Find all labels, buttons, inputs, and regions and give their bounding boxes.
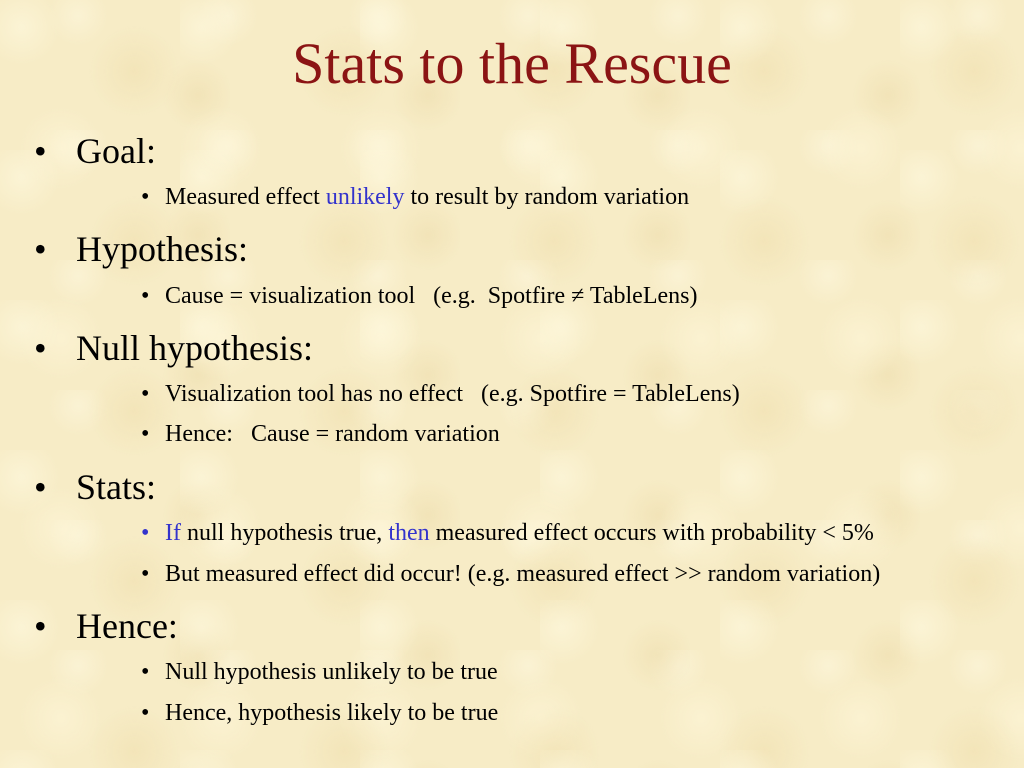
sub-bullet-stats-1 (141, 520, 874, 547)
stats-item-text: But measured effect did occur! (e.g. measured effect >> random variation) (165, 561, 881, 587)
bullet-goal (34, 130, 156, 172)
bullet-dot: • (34, 131, 47, 171)
null-hypothesis-heading: Null hypothesis: (76, 328, 314, 368)
bullet-dot: • (34, 328, 47, 368)
sub-bullet-hence-2 (141, 700, 498, 727)
bullet-dot: • (141, 659, 150, 685)
hence-heading: Hence: (76, 606, 178, 646)
bullet-dot: • (141, 700, 150, 726)
sub-bullet-null-hypothesis-2 (141, 421, 500, 448)
stats-item-post: measured effect occurs with probability < 5% (429, 520, 874, 546)
null-hypothesis-item-text: Hence: Cause = random variation (165, 421, 500, 447)
bullet-dot: • (141, 184, 150, 210)
sub-bullet-stats-2 (141, 561, 880, 588)
bullet-dot: • (34, 229, 47, 269)
sub-bullet-goal-1 (141, 184, 689, 211)
bullet-null-hypothesis (34, 327, 313, 369)
hypothesis-heading: Hypothesis: (76, 229, 249, 269)
bullet-stats (34, 466, 156, 508)
bullet-hypothesis (34, 228, 248, 270)
bullet-dot: • (34, 467, 47, 507)
goal-item-highlight: unlikely (325, 184, 405, 210)
sub-bullet-hypothesis-1 (141, 283, 697, 310)
hypothesis-item-text: Cause = visualization tool (e.g. Spotfire ≠ TableLens) (165, 283, 698, 309)
hence-item-text: Null hypothesis unlikely to be true (165, 659, 498, 685)
null-hypothesis-item-text: Visualization tool has no effect (e.g. Spotfire = TableLens) (165, 381, 740, 407)
bullet-dot: • (141, 561, 150, 587)
bullet-dot: • (141, 421, 150, 447)
stats-item-then: then (388, 520, 430, 546)
goal-item-post: to result by random variation (404, 184, 690, 210)
bullet-hence (34, 605, 178, 647)
stats-item-mid: null hypothesis true, (180, 520, 389, 546)
bullet-dot: • (141, 381, 150, 407)
slide-title: Stats to the Rescue (292, 31, 732, 96)
bullet-dot: • (141, 520, 150, 546)
sub-bullet-hence-1 (141, 659, 498, 686)
goal-heading: Goal: (76, 131, 156, 171)
bullet-dot: • (141, 283, 150, 309)
stats-heading: Stats: (76, 467, 157, 507)
hence-item-text: Hence, hypothesis likely to be true (165, 700, 499, 726)
stats-item-if: If (165, 520, 181, 546)
sub-bullet-null-hypothesis-1 (141, 381, 740, 408)
goal-item-pre: Measured effect (165, 184, 326, 210)
bullet-dot: • (34, 606, 47, 646)
